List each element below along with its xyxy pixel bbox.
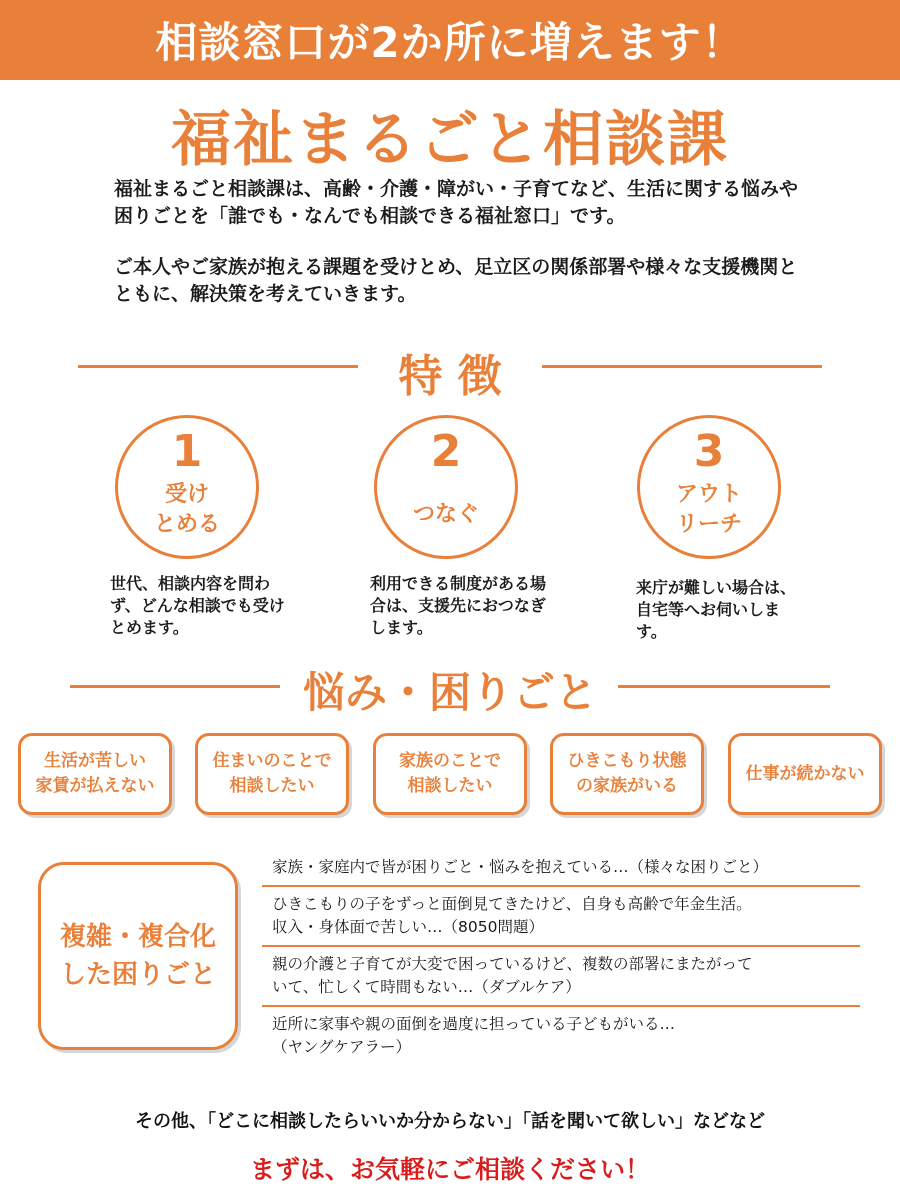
banner-text: 相談窓口が2か所に増えます！ bbox=[155, 18, 745, 67]
feature-number: 2 bbox=[430, 426, 462, 477]
feature-description: 世代、相談内容を問わず、どんな相談でも受けとめます。 bbox=[110, 574, 285, 637]
intro-paragraph-2: ご本人やご家族が抱える課題を受けとめ、足立区の関係部署や様々な支援機関とともに、解決策を考えていきます。 bbox=[114, 256, 798, 305]
page-title: 福祉まるごと相談課 bbox=[171, 105, 729, 175]
worry-tag: 家族のことで 相談したい bbox=[373, 733, 527, 815]
feature-circle bbox=[637, 415, 781, 559]
example-item: ひきこもりの子をずっと面倒見てきたけど、自身も高齢で年金生活。 収入・身体面で苦しい…（8050問題） bbox=[262, 887, 860, 947]
feature-name: 受け とめる bbox=[153, 482, 220, 537]
features-heading-label: 特 徴 bbox=[398, 351, 502, 402]
complex-examples-list bbox=[262, 850, 860, 1065]
example-item: 家族・家庭内で皆が困りごと・悩みを抱えている…（様々な困りごと） bbox=[262, 850, 860, 887]
feature-description: 来庁が難しい場合は、自宅等へお伺いします。 bbox=[636, 578, 797, 641]
worries-heading-label: 悩み・困りごと bbox=[302, 668, 597, 717]
feature-circle bbox=[115, 415, 259, 559]
call-to-action: まずは、お気軽にご相談ください！ bbox=[249, 1155, 650, 1184]
feature-number: 1 bbox=[171, 426, 203, 477]
worry-tag: 住まいのことで 相談したい bbox=[195, 733, 349, 815]
intro-paragraph-1: 福祉まるごと相談課は、高齢・介護・障がい・子育てなど、生活に関する悩みや困りごとを「誰でも・なんでも相談できる福祉窓口」です。 bbox=[114, 178, 799, 227]
example-item: 近所に家事や親の面倒を過度に担っている子どもがいる… （ヤングケアラー） bbox=[272, 1015, 676, 1056]
worry-tag: 仕事が続かない bbox=[728, 733, 882, 815]
features-heading bbox=[0, 340, 900, 402]
intro-text bbox=[114, 176, 814, 230]
feature-number: 3 bbox=[693, 426, 725, 477]
feature-description: 利用できる制度がある場合は、支援先におつなぎします。 bbox=[370, 574, 547, 637]
feature-name: アウト リーチ bbox=[675, 482, 742, 537]
feature-name: つなぐ bbox=[412, 502, 479, 527]
intro-text-2 bbox=[114, 254, 814, 308]
other-concerns-text: その他、「どこに相談したらいいか分からない」「話を聞いて欲しい」などなど bbox=[135, 1111, 765, 1132]
feature-circle bbox=[374, 415, 518, 559]
worry-tag: 生活が苦しい 家賃が払えない bbox=[18, 733, 172, 815]
worries-heading bbox=[0, 660, 900, 717]
worry-tag: ひきこもり状態 の家族がいる bbox=[550, 733, 704, 815]
example-item: 親の介護と子育てが大変で困っているけど、複数の部署にまたがって いて、忙しくて時間もない…（ダブルケア） bbox=[262, 947, 860, 1007]
complex-issues-label: 複雑・複合化 した困りごと bbox=[38, 862, 238, 1050]
top-banner bbox=[0, 0, 900, 80]
